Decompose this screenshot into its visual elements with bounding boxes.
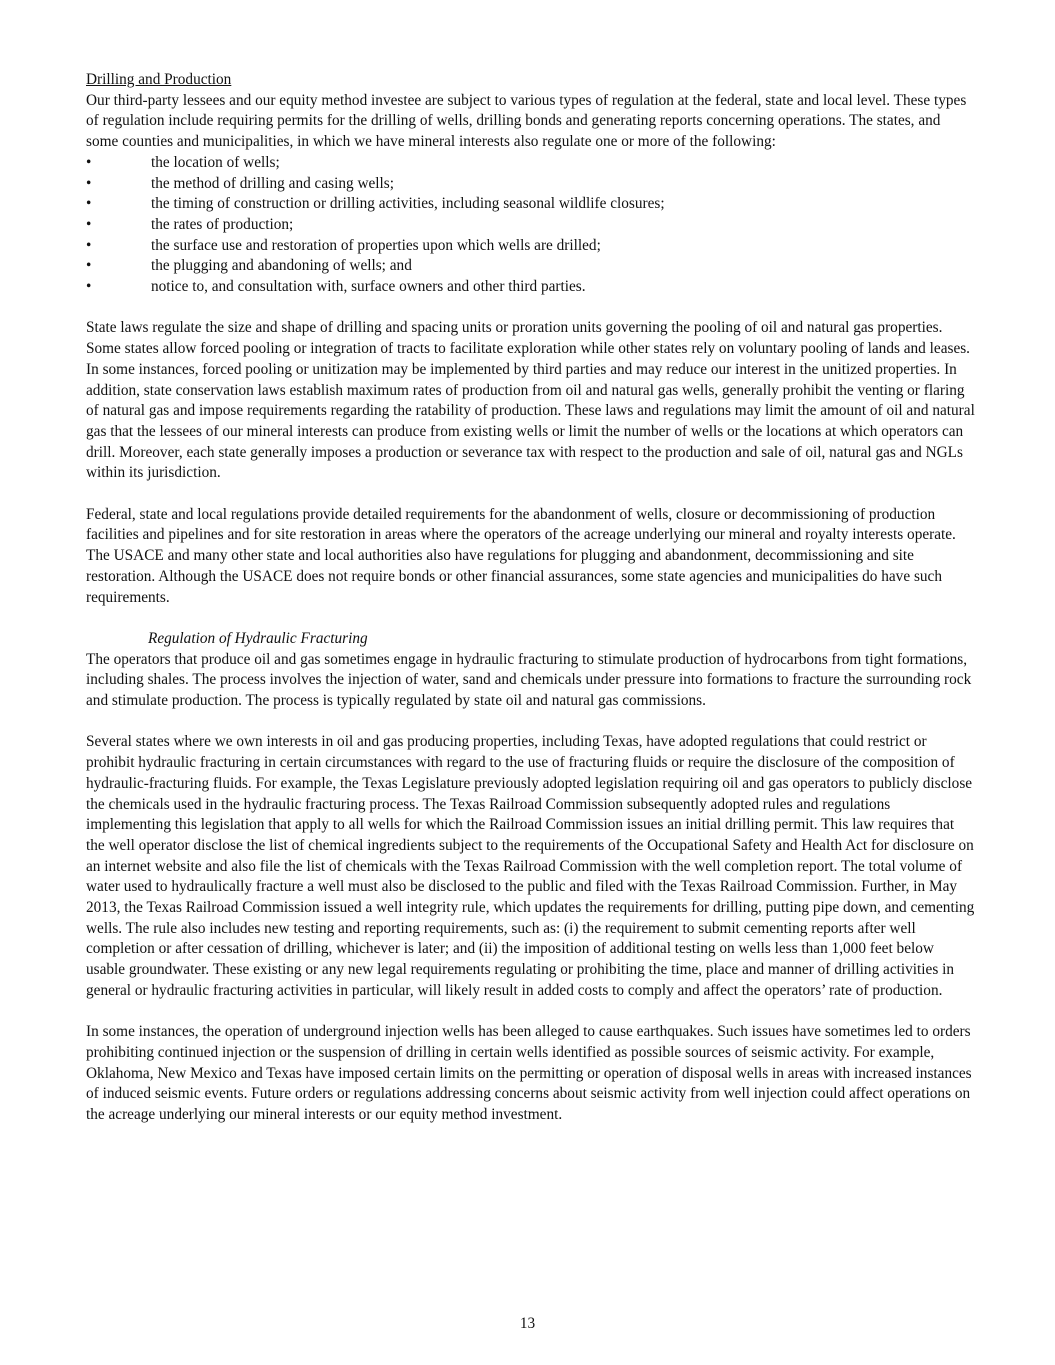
subsection-heading: Regulation of Hydraulic Fracturing [148,629,368,647]
list-item: • notice to, and consultation with, surface owners and other third parties. [86,277,976,298]
bullet-icon: • [86,278,92,296]
bullet-icon: • [86,215,92,233]
regulation-list [86,153,976,298]
list-item: • the method of drilling and casing wells; [86,174,976,195]
list-item: • the rates of production; [86,215,976,236]
section-heading: Drilling and Production [86,71,232,88]
list-item: • the surface use and restoration of properties upon which wells are drilled; [86,236,976,257]
seismic-paragraph: In some instances, the operation of underground injection wells has been alleged to cause earthquakes. Such issues have sometimes led to orders prohibiting continued injection or the suspension of drilling in certain wells identified as possible sources of seismic activity. For example, Oklahoma, New Mexico and Texas have imposed certain limits on the permitting or operation of disposal wells in areas with increased instances of induced seismic events. Future orders or regulations addressing concerns about seismic activity from well injection could affect operations on the acreage underlying our mineral interests or our equity method investment. [86,1023,972,1124]
bullet-icon: • [86,174,92,192]
document-page [86,70,976,1126]
intro-paragraph: Our third-party lessees and our equity method investee are subject to various types of regulation at the federal, state and local level. These types of regulation include requiring permits for the drilling of wells, drilling bonds and generating reports concerning operations. The states, and some counties and municipalities, in which we have mineral interests also regulate one or more of the following: [86,91,967,151]
state-laws-paragraph: State laws regulate the size and shape of drilling and spacing units or proration units governing the pooling of oil and natural gas properties. Some states allow forced pooling or integration of tracts to facilitate exploration while other states rely on voluntary pooling of lands and leases. In some instances, forced pooling or unitization may be implemented by third parties and may reduce our interest in the unitized properties. In addition, state conservation laws establish maximum rates of production from oil and natural gas wells, generally prohibit the venting or flaring of natural gas and impose requirements regarding the ratability of production. These laws and regulations may limit the amount of oil and natural gas that the lessees of our mineral interests can produce from existing wells or limit the number of wells or the locations at which operators can drill. Moreover, each state generally imposes a production or severance tax with respect to the production and sale of oil, natural gas and NGLs within its jurisdiction. [86,319,975,482]
list-item: • the timing of construction or drilling activities, including seasonal wildlife closures; [86,194,976,215]
list-item: • the plugging and abandoning of wells; and [86,256,976,277]
bullet-icon: • [86,153,92,171]
states-regulations-paragraph: Several states where we own interests in oil and gas producing properties, including Texas, have adopted regulations that could restrict or prohibit hydraulic fracturing in certain circumstances with regard to the use of fracturing fluids or require the disclosure of the composition of hydraulic-fracturing fluids. For example, the Texas Legislature previously adopted legislation requiring oil and gas operators to publicly disclose the chemicals used in the hydraulic fracturing process. The Texas Railroad Commission subsequently adopted rules and regulations implementing this legislation that apply to all wells for which the Railroad Commission issues an initial drilling permit. This law requires that the well operator disclose the list of chemical ingredients subject to the requirements of the Occupational Safety and Health Act for disclosure on an internet website and also file the list of chemicals with the Texas Railroad Commission with the well completion report. The total volume of water used to hydraulically fracture a well must also be disclosed to the public and filed with the Texas Railroad Commission. Further, in May 2013, the Texas Railroad Commission issued a well integrity rule, which updates the requirements for drilling, putting pipe down, and cementing wells. The rule also includes new testing and reporting requirements, such as: (i) the requirement to submit cementing reports after well completion or after cessation of drilling, whichever is later; and (ii) the imposition of additional testing on wells less than 1,000 feet below usable groundwater. These existing or any new legal requirements regulating or prohibiting the time, place and manner of drilling activities in general or hydraulic fracturing activities in particular, will likely result in added costs to comply and affect the operators’ rate of production. [86,733,975,999]
bullet-icon: • [86,257,92,275]
page-number: 13 [519,1315,536,1332]
list-item: • the location of wells; [86,153,976,174]
operators-paragraph: The operators that produce oil and gas sometimes engage in hydraulic fracturing to stimulate production of hydrocarbons from tight formations, including shales. The process involves the injection of water, sand and chemicals under pressure into formations to fracture the surrounding rock and stimulate production. The process is typically regulated by state oil and natural gas commissions. [86,650,972,710]
federal-regulations-paragraph: Federal, state and local regulations provide detailed requirements for the abandonment of wells, closure or decommissioning of production facilities and pipelines and for site restoration in areas where the operators of the acreage underlying our mineral and royalty interests operate. The USACE and many other state and local authorities also have regulations for plugging and abandonment, decommissioning and site restoration. Although the USACE does not require bonds or other financial assurances, some state agencies and municipalities do have such requirements. [86,505,956,606]
bullet-icon: • [86,236,92,254]
bullet-icon: • [86,195,92,213]
